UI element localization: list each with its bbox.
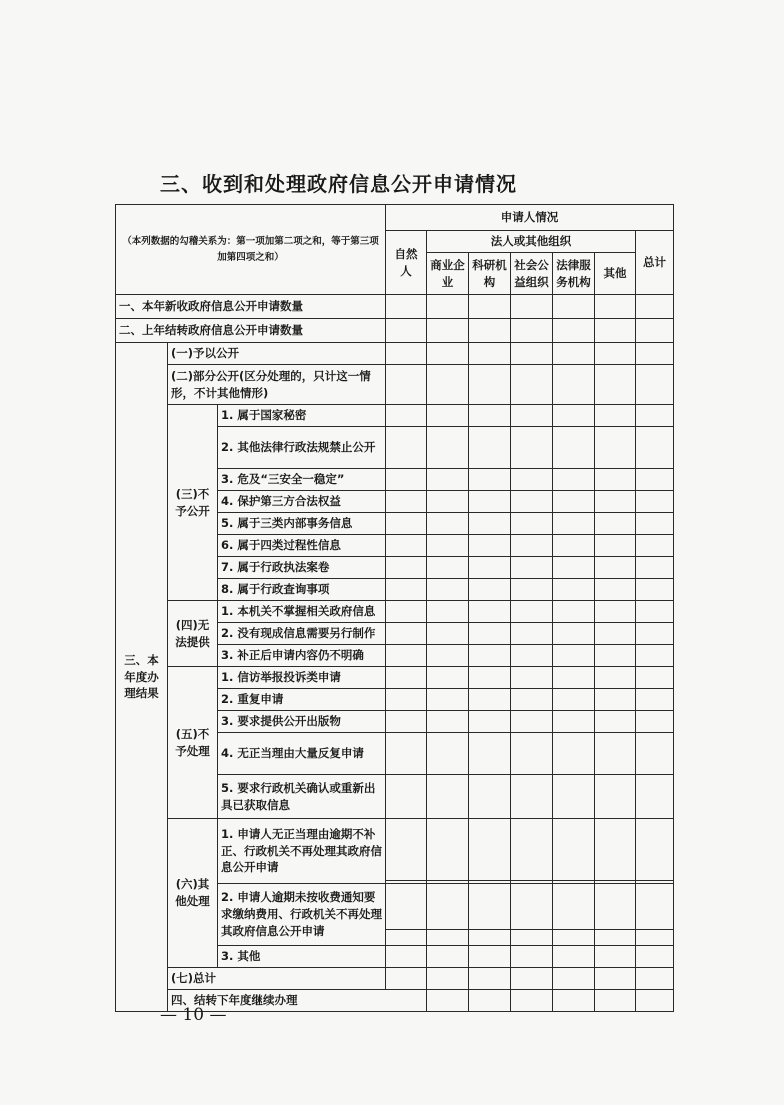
empty-cell	[553, 513, 595, 535]
empty-cell	[469, 930, 511, 946]
empty-cell	[511, 819, 553, 881]
empty-cell	[386, 689, 427, 711]
empty-cell	[553, 645, 595, 667]
list-item: 3. 补正后申请内容仍不明确	[218, 645, 386, 667]
empty-cell	[386, 343, 427, 365]
list-item: 1. 信访举报投诉类申请	[218, 667, 386, 689]
empty-cell	[427, 579, 469, 601]
empty-cell	[553, 990, 595, 1012]
empty-cell	[553, 557, 595, 579]
empty-cell	[386, 319, 427, 343]
group-not-processed: (五)不予处理	[168, 667, 218, 819]
empty-cell	[427, 427, 469, 469]
empty-cell	[427, 645, 469, 667]
group-total: (七)总计	[168, 968, 386, 990]
empty-cell	[427, 930, 469, 946]
empty-cell	[595, 491, 636, 513]
empty-cell	[595, 579, 636, 601]
empty-cell	[469, 513, 511, 535]
empty-cell	[469, 579, 511, 601]
empty-cell	[386, 491, 427, 513]
empty-cell	[595, 469, 636, 491]
empty-cell	[553, 491, 595, 513]
empty-cell	[386, 884, 427, 930]
empty-cell	[511, 319, 553, 343]
empty-cell	[469, 365, 511, 405]
empty-cell	[427, 946, 469, 968]
research-header: 科研机构	[469, 253, 511, 295]
empty-cell	[427, 601, 469, 623]
empty-cell	[553, 295, 595, 319]
empty-cell	[511, 623, 553, 645]
empty-cell	[553, 689, 595, 711]
empty-cell	[595, 667, 636, 689]
empty-cell	[595, 930, 636, 946]
empty-cell	[553, 711, 595, 733]
list-item: 5. 属于三类内部事务信息	[218, 513, 386, 535]
list-item: 1. 属于国家秘密	[218, 405, 386, 427]
empty-cell	[511, 513, 553, 535]
empty-cell	[427, 491, 469, 513]
natural-person-header: 自然人	[386, 231, 427, 295]
empty-cell	[469, 968, 511, 990]
empty-cell	[511, 733, 553, 775]
empty-cell	[636, 557, 674, 579]
empty-cell	[386, 667, 427, 689]
page-title: 三、收到和处理政府信息公开申请情况	[160, 172, 517, 196]
empty-cell	[511, 405, 553, 427]
group-other-handling: (六)其他处理	[168, 819, 218, 968]
empty-cell	[636, 775, 674, 819]
empty-cell	[511, 469, 553, 491]
empty-cell	[386, 645, 427, 667]
empty-cell	[427, 405, 469, 427]
empty-cell	[553, 775, 595, 819]
empty-cell	[386, 601, 427, 623]
empty-cell	[595, 557, 636, 579]
empty-cell	[469, 775, 511, 819]
empty-cell	[469, 645, 511, 667]
empty-cell	[595, 733, 636, 775]
empty-cell	[553, 623, 595, 645]
list-item: 2. 其他法律行政法规禁止公开	[218, 427, 386, 469]
list-item: 6. 属于四类过程性信息	[218, 535, 386, 557]
empty-cell	[386, 579, 427, 601]
empty-cell	[386, 365, 427, 405]
empty-cell	[511, 968, 553, 990]
group-unable-to-provide: (四)无法提供	[168, 601, 218, 667]
empty-cell	[595, 295, 636, 319]
empty-cell	[511, 343, 553, 365]
list-item: 2. 申请人逾期未按收费通知要求缴纳费用、行政机关不再处理其政府信息公开申请	[218, 884, 386, 946]
empty-cell	[427, 990, 469, 1012]
list-item: 4. 保护第三方合法权益	[218, 491, 386, 513]
empty-cell	[427, 968, 469, 990]
empty-cell	[553, 667, 595, 689]
group-not-disclosed: (三)不予公开	[168, 405, 218, 601]
list-item: 3. 危及“三安全一稳定”	[218, 469, 386, 491]
empty-cell	[427, 365, 469, 405]
empty-cell	[553, 601, 595, 623]
empty-cell	[636, 819, 674, 881]
empty-cell	[386, 295, 427, 319]
empty-cell	[386, 405, 427, 427]
empty-cell	[511, 601, 553, 623]
empty-cell	[636, 535, 674, 557]
empty-cell	[636, 946, 674, 968]
row-carried-over: 二、上年结转政府信息公开申请数量	[116, 319, 386, 343]
empty-cell	[469, 427, 511, 469]
empty-cell	[511, 946, 553, 968]
empty-cell	[553, 579, 595, 601]
empty-cell	[386, 711, 427, 733]
empty-cell	[469, 491, 511, 513]
empty-cell	[595, 968, 636, 990]
empty-cell	[386, 557, 427, 579]
empty-cell	[636, 319, 674, 343]
empty-cell	[427, 343, 469, 365]
empty-cell	[427, 557, 469, 579]
empty-cell	[427, 535, 469, 557]
empty-cell	[595, 689, 636, 711]
empty-cell	[595, 819, 636, 881]
other-header: 其他	[595, 253, 636, 295]
empty-cell	[511, 491, 553, 513]
empty-cell	[511, 930, 553, 946]
empty-cell	[553, 319, 595, 343]
applicant-header: 申请人情况	[386, 205, 674, 231]
empty-cell	[636, 295, 674, 319]
empty-cell	[553, 819, 595, 881]
group-disclosed: (一)予以公开	[168, 343, 386, 365]
empty-cell	[595, 319, 636, 343]
empty-cell	[553, 930, 595, 946]
empty-cell	[469, 819, 511, 881]
empty-cell	[553, 535, 595, 557]
empty-cell	[469, 667, 511, 689]
empty-cell	[595, 365, 636, 405]
empty-cell	[427, 775, 469, 819]
empty-cell	[553, 733, 595, 775]
empty-cell	[553, 946, 595, 968]
empty-cell	[469, 601, 511, 623]
empty-cell	[386, 946, 427, 968]
empty-cell	[595, 343, 636, 365]
empty-cell	[636, 405, 674, 427]
empty-cell	[636, 930, 674, 946]
group-partially-disclosed: (二)部分公开(区分处理的，只计这一情形，不计其他情形)	[168, 365, 386, 405]
empty-cell	[595, 535, 636, 557]
empty-cell	[595, 513, 636, 535]
empty-cell	[636, 365, 674, 405]
empty-cell	[386, 968, 427, 990]
empty-cell	[469, 319, 511, 343]
empty-cell	[469, 535, 511, 557]
empty-cell	[553, 365, 595, 405]
empty-cell	[427, 733, 469, 775]
empty-cell	[511, 365, 553, 405]
empty-cell	[595, 405, 636, 427]
empty-cell	[469, 733, 511, 775]
section-results-label: 三、本年度办理结果	[116, 343, 168, 1012]
empty-cell	[636, 667, 674, 689]
list-item: 3. 要求提供公开出版物	[218, 711, 386, 733]
empty-cell	[511, 535, 553, 557]
empty-cell	[469, 946, 511, 968]
empty-cell	[553, 469, 595, 491]
empty-cell	[469, 343, 511, 365]
list-item: 1. 本机关不掌握相关政府信息	[218, 601, 386, 623]
empty-cell	[636, 623, 674, 645]
empty-cell	[636, 968, 674, 990]
empty-cell	[636, 645, 674, 667]
empty-cell	[511, 557, 553, 579]
empty-cell	[511, 645, 553, 667]
empty-cell	[386, 733, 427, 775]
empty-cell	[636, 427, 674, 469]
empty-cell	[553, 405, 595, 427]
empty-cell	[469, 711, 511, 733]
empty-cell	[595, 946, 636, 968]
empty-cell	[469, 295, 511, 319]
legal-entity-header: 法人或其他组织	[427, 231, 636, 253]
empty-cell	[636, 990, 674, 1012]
empty-cell	[553, 343, 595, 365]
list-item: 8. 属于行政查询事项	[218, 579, 386, 601]
list-item: 2. 重复申请	[218, 689, 386, 711]
empty-cell	[636, 884, 674, 930]
empty-cell	[511, 775, 553, 819]
empty-cell	[511, 689, 553, 711]
empty-cell	[636, 711, 674, 733]
empty-cell	[553, 427, 595, 469]
empty-cell	[595, 990, 636, 1012]
empty-cell	[511, 427, 553, 469]
legal-service-header: 法律服务机构	[553, 253, 595, 295]
empty-cell	[511, 884, 553, 930]
empty-cell	[553, 968, 595, 990]
empty-cell	[595, 711, 636, 733]
row-carry-forward: 四、结转下年度继续办理	[168, 990, 427, 1012]
empty-cell	[386, 775, 427, 819]
empty-cell	[595, 645, 636, 667]
empty-cell	[427, 819, 469, 881]
empty-cell	[469, 990, 511, 1012]
row-new-applications: 一、本年新收政府信息公开申请数量	[116, 295, 386, 319]
empty-cell	[595, 427, 636, 469]
empty-cell	[595, 601, 636, 623]
empty-cell	[427, 469, 469, 491]
list-item: 3. 其他	[218, 946, 386, 968]
list-item: 4. 无正当理由大量反复申请	[218, 733, 386, 775]
empty-cell	[511, 990, 553, 1012]
empty-cell	[386, 469, 427, 491]
empty-cell	[511, 711, 553, 733]
empty-cell	[469, 689, 511, 711]
empty-cell	[427, 623, 469, 645]
application-statistics-table	[115, 204, 674, 1012]
empty-cell	[427, 884, 469, 930]
empty-cell	[469, 469, 511, 491]
empty-cell	[595, 775, 636, 819]
empty-cell	[469, 623, 511, 645]
empty-cell	[469, 405, 511, 427]
empty-cell	[386, 623, 427, 645]
empty-cell	[427, 513, 469, 535]
empty-cell	[427, 667, 469, 689]
empty-cell	[427, 711, 469, 733]
page-number: — 10 —	[160, 1005, 227, 1025]
empty-cell	[386, 427, 427, 469]
list-item: 7. 属于行政执法案卷	[218, 557, 386, 579]
empty-cell	[636, 513, 674, 535]
list-item: 2. 没有现成信息需要另行制作	[218, 623, 386, 645]
empty-cell	[427, 319, 469, 343]
commercial-header: 商业企业	[427, 253, 469, 295]
empty-cell	[386, 513, 427, 535]
empty-cell	[636, 733, 674, 775]
list-item: 5. 要求行政机关确认或重新出具已获取信息	[218, 775, 386, 819]
social-header: 社会公益组织	[511, 253, 553, 295]
empty-cell	[636, 601, 674, 623]
total-header: 总计	[636, 231, 674, 295]
empty-cell	[386, 819, 427, 881]
empty-cell	[595, 623, 636, 645]
empty-cell	[469, 884, 511, 930]
empty-cell	[511, 579, 553, 601]
empty-cell	[386, 930, 427, 946]
empty-cell	[427, 689, 469, 711]
empty-cell	[636, 343, 674, 365]
empty-cell	[511, 667, 553, 689]
table-note: （本列数据的勾稽关系为：第一项加第二项之和，等于第三项加第四项之和）	[116, 205, 386, 295]
empty-cell	[636, 689, 674, 711]
empty-cell	[636, 469, 674, 491]
empty-cell	[469, 557, 511, 579]
empty-cell	[636, 491, 674, 513]
empty-cell	[636, 579, 674, 601]
list-item: 1. 申请人无正当理由逾期不补正、行政机关不再处理其政府信息公开申请	[218, 819, 386, 884]
empty-cell	[386, 535, 427, 557]
empty-cell	[511, 295, 553, 319]
empty-cell	[595, 884, 636, 930]
empty-cell	[553, 884, 595, 930]
empty-cell	[427, 295, 469, 319]
